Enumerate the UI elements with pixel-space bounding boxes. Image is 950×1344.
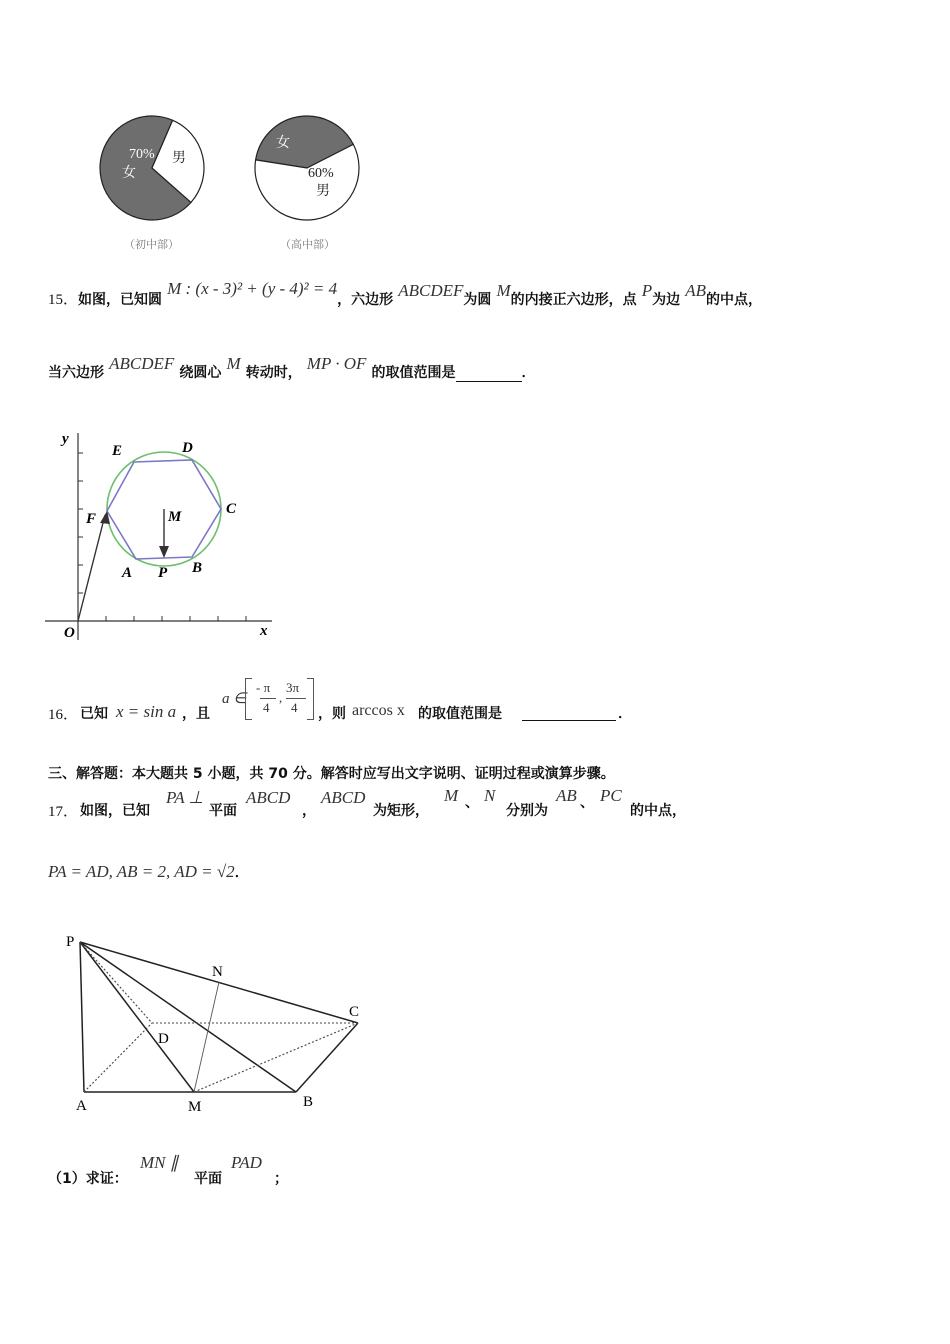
pie-junior-male-text: 男 [172,151,186,166]
segment-mn [194,982,219,1092]
edge-ad-hidden [84,1023,152,1092]
label-p: P [66,934,75,950]
label-a: A [76,1098,87,1114]
pie-chart-figure [90,105,380,255]
hexagon-figure [40,425,280,650]
q16-answer-blank[interactable] [522,703,616,721]
pie-junior [100,116,204,251]
q15-line2 [48,354,536,382]
q16-frac2-num: 3π [286,680,300,695]
q15-number: 15． [48,292,79,308]
q15-point-p: P [641,281,653,300]
label-b: B [192,560,203,576]
label-p: P [158,565,168,581]
edge-pb [80,942,296,1092]
edge-bc [296,1023,358,1092]
edge-pa [80,942,84,1092]
label-m: M [188,1099,202,1115]
q16-frac2-den: 4 [291,700,298,715]
q16-text: ，则 [318,706,346,722]
q17-sep: 、 [580,795,594,811]
label-m: M [168,509,182,525]
q16-text: 已知 [80,706,108,722]
q16-text: 的取值范围是 [418,706,502,722]
q17-text: 如图，已知 [80,803,150,819]
q17-part1-plane: 平面 [194,1171,222,1187]
q17-given-equation: PA = AD, AB = 2, AD = √2 [48,862,235,881]
q16-frac2-bar [286,698,306,699]
q15-text: 当六边形 [48,365,104,381]
label-e: E [112,443,123,459]
edge-pd-hidden [80,942,152,1023]
q16-condition: a ∈ [222,691,247,707]
label-f: F [86,511,97,527]
q17-text: 的中点， [630,803,686,819]
label-c: C [226,501,237,517]
q15-period: ． [521,365,536,381]
label-o: O [64,625,75,641]
q17-text: 平面 [209,803,237,819]
q16-number: 16． [48,707,79,723]
q16-frac1-bar [260,698,276,699]
label-d: D [158,1031,169,1047]
label-n: N [212,964,223,980]
label-a: A [122,565,133,581]
q16-text: ，且 [182,706,210,722]
q15-edge-ab: AB [685,281,707,300]
q15-hexagon-name: ABCDEF [109,354,175,373]
vector-mp-arrowhead [159,546,169,558]
q15-text: 如图，已知圆 [78,292,163,308]
q17-given [48,862,249,882]
q15-text: 转动时， [245,365,302,381]
q16-equation: x = sin a [116,702,177,721]
q16-frac1-num: - π [256,680,271,695]
q17-pa-perp: PA ⊥ [166,788,204,807]
q15-circle-equation: M : (x - 3)² + (y - 4)² = 4 [167,279,338,298]
q15-text: 的中点， [706,292,763,308]
q17-part1-label: （1）求证： [48,1171,128,1187]
label-b: B [303,1094,314,1110]
pie-junior-caption: （初中部） [124,239,179,251]
q17-sep: 、 [465,795,479,811]
q15-dot-product: MP · OF [306,354,367,373]
q15-text: 为圆 [463,292,492,308]
q16-frac1-den: 4 [263,700,270,715]
q15-line1 [48,279,928,309]
pie-senior-female-text: 女 [276,136,290,151]
section-3-title: 三、解答题：本大题共 5 小题，共 70 分。解答时应写出文字说明、证明过程或演算步骤。 [48,766,615,782]
q15-center-m: M [496,281,511,300]
q15-center-m: M [226,354,241,373]
q16-right-bracket [307,678,314,720]
q15-text: 的取值范围是 [371,365,456,381]
q16-period: ． [618,706,632,722]
q17-part1-mn: MN ∥ [140,1153,179,1172]
label-x: x [260,623,268,639]
q16-line [48,676,928,726]
q17-text: 为矩形， [373,803,429,819]
q15-text: 的内接正六边形，点 [510,292,637,308]
label-y: y [62,431,69,447]
edge-pm [80,942,194,1092]
q15-text: 为边 [652,292,681,308]
pie-senior-male-pct: 60% [308,166,334,181]
q17-text: ， [302,803,316,819]
q17-text: 分别为 [506,803,548,819]
q15-text: ，六边形 [337,292,394,308]
vector-of [78,515,105,621]
edge-mc-hidden [194,1023,358,1092]
q17-part1 [48,1148,448,1188]
label-c: C [349,1004,360,1020]
q17-ab: AB [556,786,577,805]
pie-senior [255,116,359,251]
q16-comma: , [279,690,283,705]
q17-abcd: ABCD [321,788,366,807]
pie-senior-caption: （高中部） [280,239,335,251]
q17-number: 17． [48,804,79,820]
q15-text: 绕圆心 [179,365,222,381]
pie-junior-female-text: 女 [122,166,136,181]
q17-pc: PC [600,786,622,805]
pie-senior-male-text: 男 [316,184,330,199]
q16-left-bracket [245,678,252,720]
q17-part1-end: ； [274,1171,288,1187]
q17-abcd: ABCD [246,788,291,807]
q17-period: ． [234,865,249,881]
label-d: D [182,440,193,456]
q17-n: N [484,786,496,805]
q17-part1-pad: PAD [231,1153,262,1172]
q15-hexagon-name: ABCDEF [398,281,464,300]
pie-junior-female-pct: 70% [129,147,155,162]
q17-line1 [48,786,928,826]
q17-m: M [444,786,459,805]
pyramid-figure [60,925,380,1120]
q15-answer-blank[interactable] [456,362,522,382]
q16-arccos: arccos x [352,702,405,719]
